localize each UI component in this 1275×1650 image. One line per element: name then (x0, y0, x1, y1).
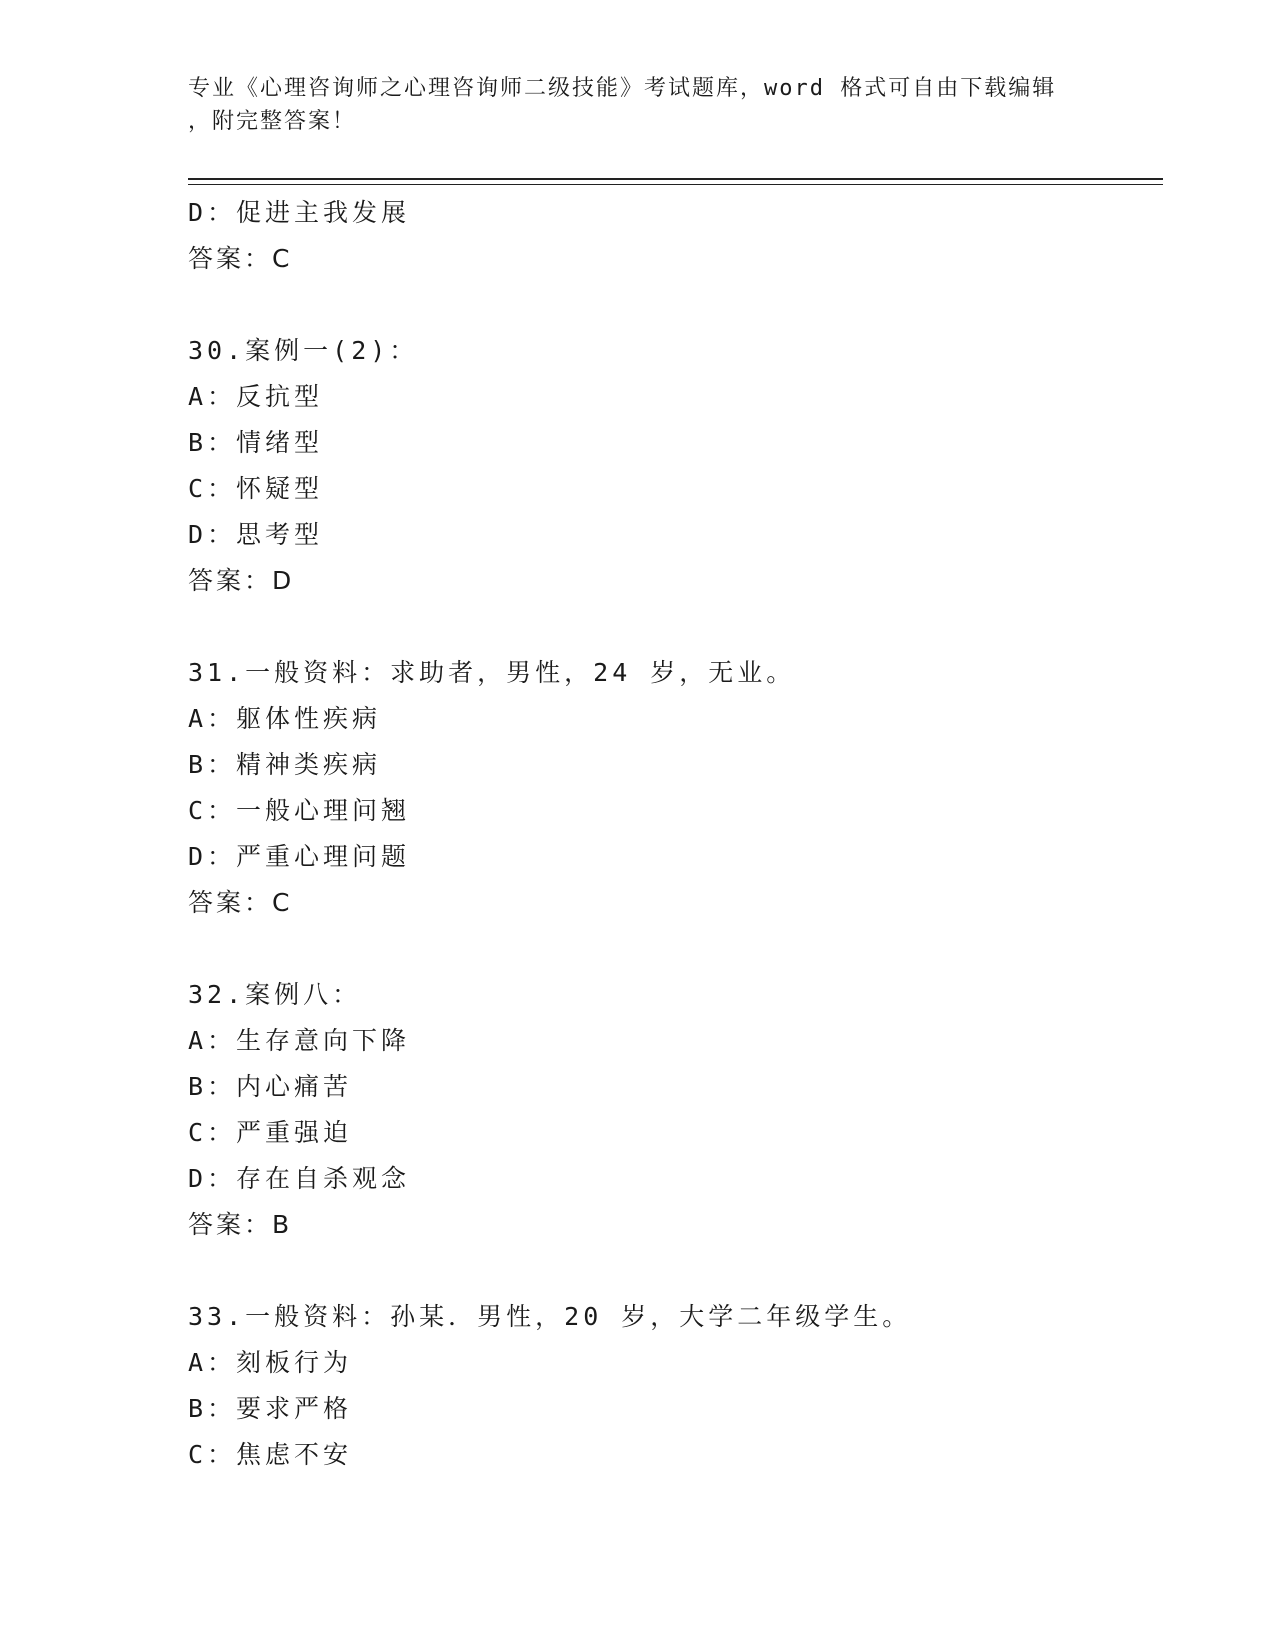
option-b: B：要求严格 (188, 1394, 353, 1423)
option-d: D：思考型 (188, 520, 324, 549)
header-rule-thin (188, 184, 1163, 185)
option-b: B：情绪型 (188, 428, 324, 457)
answer-line: 答案：C (188, 244, 293, 273)
option-d: D：严重心理问题 (188, 842, 411, 871)
header-rule-thick (188, 178, 1163, 180)
header-line-1: 专业《心理咨询师之心理咨询师二级技能》考试题库，word 格式可自由下载编辑 (188, 76, 1057, 101)
option-c: C：焦虑不安 (188, 1440, 353, 1469)
option-d: D：存在自杀观念 (188, 1164, 411, 1193)
answer-line: 答案：D (188, 566, 295, 595)
option-d: D：促进主我发展 (188, 198, 411, 227)
spacer (188, 604, 1163, 650)
question-stem: 31.一般资料：求助者，男性，24 岁，无业。 (188, 658, 796, 687)
option-a: A：刻板行为 (188, 1348, 353, 1377)
question-33 (188, 1294, 1163, 1478)
spacer (188, 926, 1163, 972)
question-31 (188, 650, 1163, 926)
question-32 (188, 972, 1163, 1248)
question-stem: 30.案例一(2)： (188, 336, 419, 365)
option-c: C：一般心理问翘 (188, 796, 411, 825)
option-a: A：生存意向下降 (188, 1026, 411, 1055)
document-header (188, 72, 1068, 138)
option-c: C：怀疑型 (188, 474, 324, 503)
question-30 (188, 328, 1163, 604)
answer-line: 答案：B (188, 1210, 293, 1239)
option-b: B：精神类疾病 (188, 750, 382, 779)
answer-line: 答案：C (188, 888, 293, 917)
spacer (188, 282, 1163, 328)
option-a: A：躯体性疾病 (188, 704, 382, 733)
option-a: A：反抗型 (188, 382, 324, 411)
header-line-2: ，附完整答案！ (188, 109, 357, 134)
question-stem: 32.案例八： (188, 980, 362, 1009)
option-b: B：内心痛苦 (188, 1072, 353, 1101)
spacer (188, 1248, 1163, 1294)
question-stem: 33.一般资料：孙某．男性，20 岁，大学二年级学生。 (188, 1302, 912, 1331)
question-list (188, 190, 1163, 1478)
option-c: C：严重强迫 (188, 1118, 353, 1147)
